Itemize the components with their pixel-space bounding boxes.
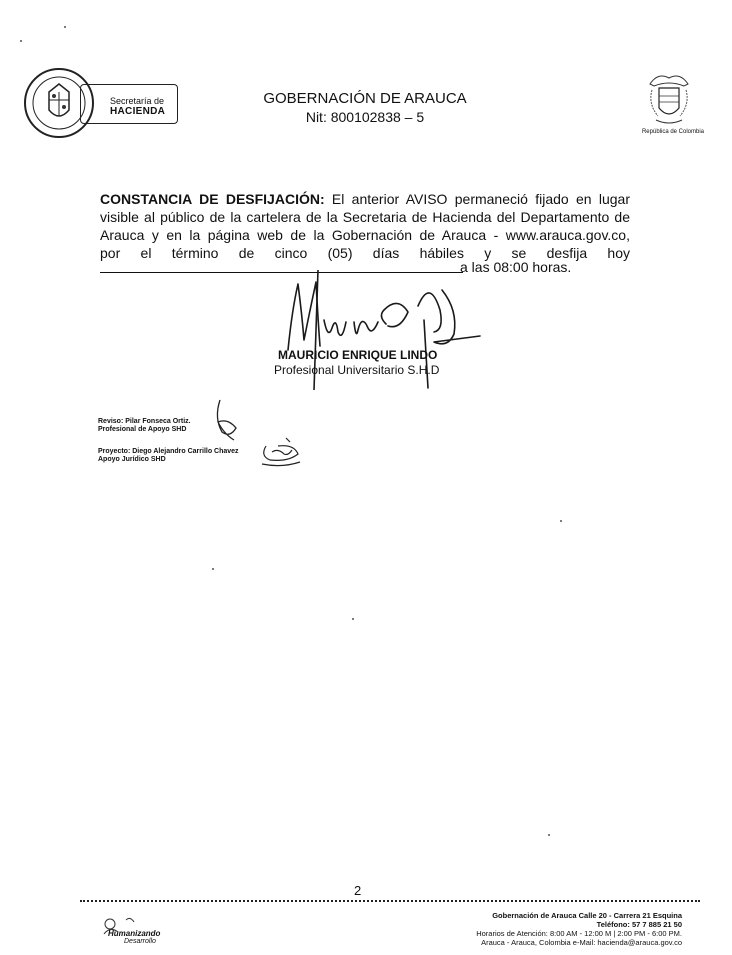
paragraph-line1-text: El anterior AVISO permaneció fijado en lugar	[324, 191, 630, 207]
proyecto-line	[98, 448, 239, 456]
footer-slogan: Humanizando	[108, 929, 161, 938]
paragraph-line2: visible al público de la cartelera de la Secretaria de Hacienda del Departamento de	[100, 209, 630, 225]
reviso-role-text: Profesional de Apoyo SHD	[98, 426, 187, 433]
signatory-name: MAURICIO ENRIQUE LINDO	[278, 348, 438, 362]
scan-speck	[64, 26, 66, 28]
page-number: 2	[354, 883, 362, 898]
reviso-line	[98, 418, 191, 426]
time-text: a las 08:00 horas.	[460, 259, 572, 275]
footer-address: Gobernación de Arauca Calle 20 - Carrera 21 Esquina	[492, 911, 682, 920]
proyecto-name: Diego Alejandro Carrillo Chavez	[130, 448, 239, 455]
reviso-initials-icon	[210, 398, 240, 442]
paragraph-line3: Arauca y en la página web de la Gobernación de Arauca - www.arauca.gov.co,	[100, 227, 630, 243]
scan-speck	[352, 618, 354, 620]
hacienda-label-small: Secretaría de	[110, 96, 165, 106]
scan-speck	[212, 568, 214, 570]
desfijacion-label: CONSTANCIA DE DESFIJACIÓN:	[100, 191, 325, 207]
paragraph-line	[100, 190, 630, 208]
footer-phone: Teléfono: 57 7 885 21 50	[596, 920, 682, 929]
desfijacion-paragraph	[100, 190, 630, 262]
coat-of-arms-caption: República de Colombia	[641, 129, 705, 135]
header-nit: Nit: 800102838 – 5	[305, 109, 425, 125]
scan-speck	[548, 834, 550, 836]
footer-hours: Horarios de Atención: 8:00 AM - 12:00 M | 2:00 PM - 6:00 PM.	[476, 929, 682, 938]
proyecto-role	[98, 456, 166, 464]
scan-speck	[20, 40, 22, 42]
reviso-role	[98, 426, 186, 434]
proyecto-role-text: Apoyo Jurídico SHD	[98, 456, 166, 463]
scan-speck	[560, 520, 562, 522]
reviso-label: Reviso:	[98, 418, 124, 425]
paragraph-line4: por el término de cinco (05) días hábiles y se desfija hoy	[100, 245, 630, 261]
header-title: GOBERNACIÓN DE ARAUCA	[263, 90, 467, 107]
colombia-coat-of-arms-icon	[646, 70, 692, 130]
signatory-title: Profesional Universitario S.H.D	[274, 363, 440, 377]
hacienda-label-big: HACIENDA	[110, 106, 166, 117]
reviso-name: Pilar Fonseca Ortiz.	[123, 418, 191, 425]
proyecto-initials-icon	[258, 436, 304, 468]
footer-email: Arauca - Arauca, Colombia e-Mail: hacienda@arauca.gov.co	[481, 938, 682, 947]
proyecto-label: Proyecto:	[98, 448, 131, 455]
footer-slogan-sub: Desarrollo	[124, 938, 156, 945]
footer-divider	[80, 900, 700, 902]
